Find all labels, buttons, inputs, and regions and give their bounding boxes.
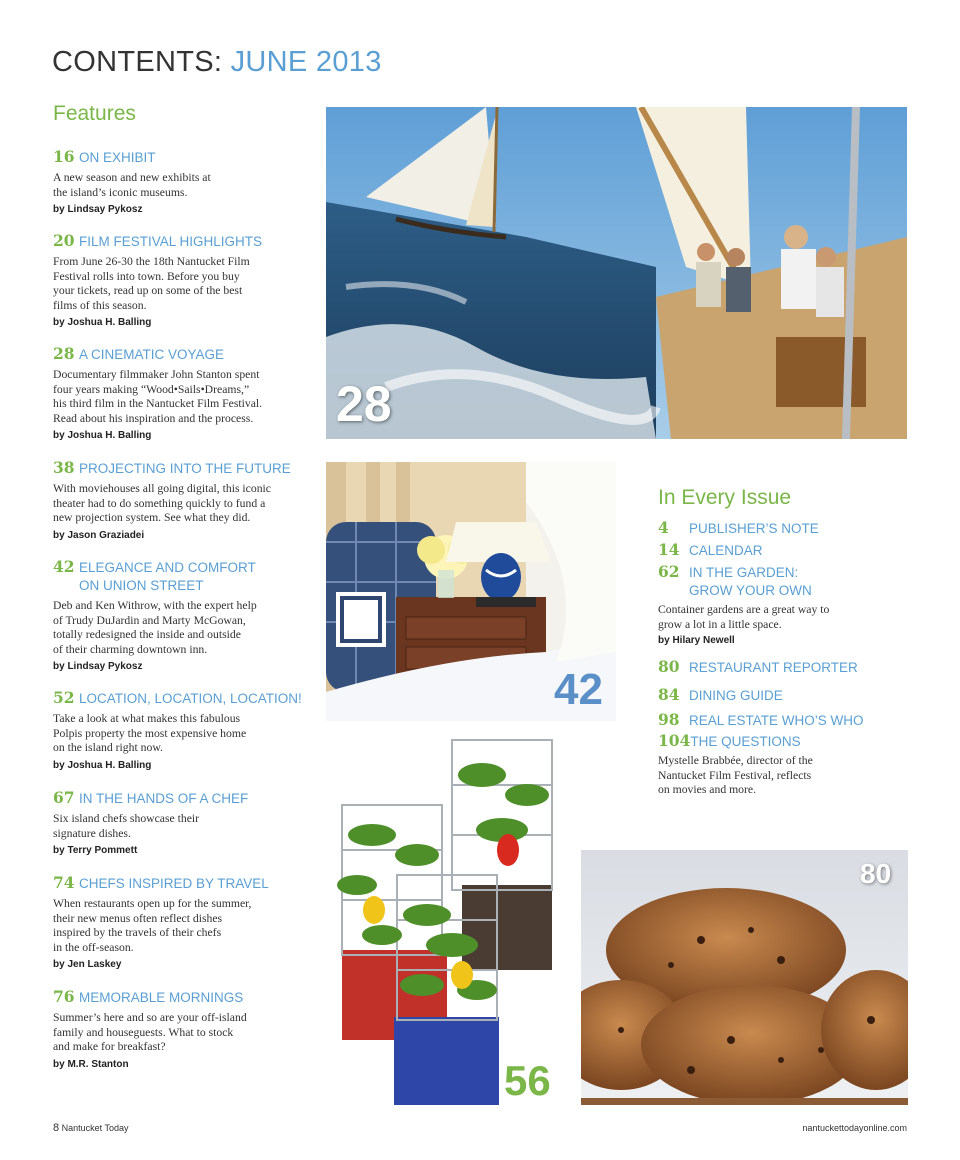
byline: by M.R. Stanton: [53, 1058, 129, 1070]
garden-illustration: [312, 735, 574, 1110]
page-number: 38: [53, 458, 75, 477]
issue-title[interactable]: THE QUESTIONS: [690, 734, 801, 749]
page-number: 16: [53, 147, 75, 166]
page-number: 52: [53, 688, 75, 707]
issue-item[interactable]: [658, 541, 918, 560]
feature-description: A new season and new exhibits at the island’s iconic museums.: [53, 171, 211, 199]
page-number: 104: [658, 731, 691, 750]
feature-item[interactable]: [53, 988, 303, 1070]
page-number: 20: [53, 231, 75, 250]
feature-item[interactable]: [53, 874, 303, 970]
byline: by Jen Laskey: [53, 959, 122, 971]
page-number: 62: [658, 562, 680, 581]
issue-item[interactable]: [658, 563, 918, 646]
feature-description: From June 26-30 the 18th Nantucket Film Festival rolls into town. Before you buy your tickets, read up on some of the best films of this season.: [53, 255, 250, 312]
feature-title[interactable]: ELEGANCE AND COMFORT: [79, 560, 256, 575]
page-number: 67: [53, 788, 75, 807]
feature-description: Deb and Ken Withrow, with the expert help of Trudy DuJardin and Marty McGowan, totally redesigned the inside and outside of their charming downtown inn.: [53, 599, 257, 656]
byline: by Joshua H. Balling: [53, 317, 152, 329]
every-issue-heading: In Every Issue: [658, 486, 792, 509]
footer-website[interactable]: nantuckettodayonline.com: [802, 1123, 907, 1133]
feature-description: Take a look at what makes this fabulous Polpis property the most expensive home on the island right now.: [53, 712, 247, 755]
feature-title[interactable]: CHEFS INSPIRED BY TRAVEL: [79, 876, 269, 891]
photo-page-number: 42: [554, 665, 603, 714]
feature-item[interactable]: [53, 558, 303, 672]
issue-title[interactable]: REAL ESTATE WHO’S WHO: [689, 713, 864, 728]
sailboat-photo[interactable]: [326, 107, 907, 439]
issue-title[interactable]: IN THE GARDEN:: [689, 565, 799, 580]
feature-title-line2[interactable]: ON UNION STREET: [79, 578, 204, 593]
page-number: 74: [53, 873, 75, 892]
page-number: 98: [658, 710, 680, 729]
byline: by Lindsay Pykosz: [53, 661, 143, 673]
bedroom-photo[interactable]: [326, 462, 616, 721]
issue-title[interactable]: RESTAURANT REPORTER: [689, 660, 858, 675]
page-number: 28: [53, 344, 75, 363]
photo-page-number: 28: [336, 376, 392, 432]
page-number: 76: [53, 987, 75, 1006]
issue-date: JUNE 2013: [230, 46, 382, 78]
sailboat-illustration: [326, 107, 907, 439]
feature-item[interactable]: [53, 459, 303, 541]
byline: by Joshua H. Balling: [53, 430, 152, 442]
issue-item[interactable]: [658, 732, 918, 798]
features-heading: Features: [53, 102, 136, 125]
feature-item[interactable]: [53, 689, 313, 771]
page-number: 80: [658, 657, 680, 676]
feature-item[interactable]: [53, 345, 303, 441]
page-number: 14: [658, 540, 680, 559]
feature-title[interactable]: LOCATION, LOCATION, LOCATION!: [79, 691, 302, 706]
feature-item[interactable]: [53, 789, 303, 856]
feature-title[interactable]: FILM FESTIVAL HIGHLIGHTS: [79, 234, 263, 249]
footer-publication: Nantucket Today: [61, 1123, 129, 1133]
issue-item[interactable]: [658, 686, 918, 705]
byline: by Joshua H. Balling: [53, 759, 152, 771]
feature-description: Summer’s here and so are your off-island family and houseguests. What to stock and make for breakfast?: [53, 1011, 247, 1054]
issue-item[interactable]: [658, 658, 918, 677]
page-title: [52, 46, 382, 79]
byline: by Lindsay Pykosz: [53, 204, 143, 216]
issue-description: Container gardens are a great way to grow a lot in a little space.: [658, 603, 830, 631]
bread-photo[interactable]: [581, 850, 908, 1105]
feature-title[interactable]: IN THE HANDS OF A CHEF: [79, 791, 249, 806]
issue-item[interactable]: [658, 519, 918, 538]
page-number: 84: [658, 685, 680, 704]
issue-item[interactable]: [658, 711, 918, 730]
feature-description: When restaurants open up for the summer, their new menus often reflect dishes inspired by the travels of their chefs in the off-season.: [53, 897, 252, 954]
byline: by Hilary Newell: [658, 635, 735, 647]
photo-page-number: 80: [860, 858, 892, 889]
feature-title[interactable]: MEMORABLE MORNINGS: [79, 990, 244, 1005]
feature-title[interactable]: PROJECTING INTO THE FUTURE: [79, 461, 291, 476]
issue-title[interactable]: PUBLISHER’S NOTE: [689, 521, 819, 536]
feature-description: With moviehouses all going digital, this iconic theater had to do something quickly to fund a new projection system. See what they did.: [53, 482, 271, 525]
footer-left: [53, 1122, 129, 1134]
feature-item[interactable]: [53, 148, 303, 215]
feature-title[interactable]: ON EXHIBIT: [79, 150, 156, 165]
feature-description: Documentary filmmaker John Stanton spent four years making “Wood•Sails•Dreams,” his third film in the Nantucket Film Festival. Read about his inspiration and the process.: [53, 368, 263, 425]
byline: by Terry Pommett: [53, 845, 138, 857]
footer-page-number: 8: [53, 1122, 60, 1134]
byline: by Jason Graziadei: [53, 529, 145, 541]
issue-title-line2[interactable]: GROW YOUR OWN: [689, 583, 812, 598]
page-number: 4: [658, 518, 669, 537]
page-number: 42: [53, 557, 75, 576]
feature-item[interactable]: [53, 232, 303, 328]
bread-illustration: [581, 850, 908, 1105]
feature-description: Six island chefs showcase their signature dishes.: [53, 812, 200, 840]
feature-title[interactable]: A CINEMATIC VOYAGE: [79, 347, 225, 362]
issue-title[interactable]: DINING GUIDE: [689, 688, 783, 703]
garden-photo[interactable]: [312, 735, 574, 1110]
issue-description: Mystelle Brabbée, director of the Nantucket Film Festival, reflects on movies and more.: [658, 754, 813, 797]
issue-title[interactable]: CALENDAR: [689, 543, 763, 558]
photo-page-number: 56: [504, 1057, 551, 1104]
contents-label: CONTENTS:: [52, 46, 223, 78]
